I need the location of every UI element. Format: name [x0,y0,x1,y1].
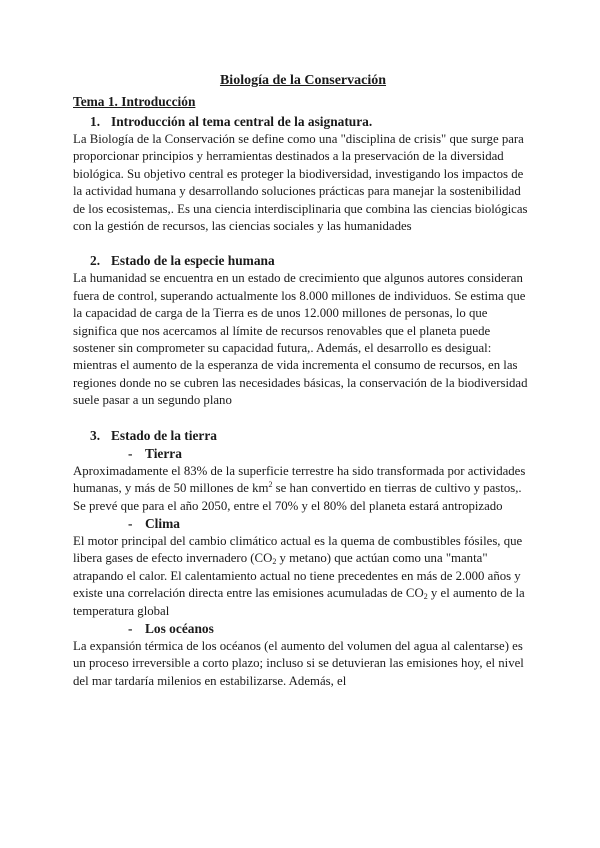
document-page [73,70,533,690]
clima-text-1: El motor principal del cambio climático actual es la quema de combustibles fósiles, que libera gases de efecto invernadero (CO [73,533,523,566]
bullet-dash: - [128,445,133,461]
section-2-heading [73,251,533,270]
section-1-number: 1. [90,114,101,129]
co2-subscript: 2 [423,592,428,602]
subsection-tierra-paragraph [73,463,533,515]
subsection-tierra-heading [73,445,533,463]
subsection-oceanos-heading [73,620,533,638]
section-1-heading [73,112,533,131]
section-1-title: Introducción al tema central de la asignatura. [111,114,373,129]
section-2-title: Estado de la especie humana [111,253,275,269]
document-title: Biología de la Conservación [219,73,387,88]
subsection-oceanos-paragraph: La expansión térmica de los océanos (el aumento del volumen del agua al calentarse) es un proceso irreversible a corto plazo; incluso si se detuvieran las emisiones hoy, el nivel del mar tardaría milenios en estabilizarse. Además, el [73,638,524,688]
section-3-heading [73,426,533,445]
tierra-text-2: se han convertido en tierras de cultivo y pastos,. Se prevé que para el año 2050, entre el 70% y el 80% del planeta estará antropizado [73,481,522,513]
bullet-dash: - [128,515,133,531]
section-2-paragraph: La humanidad se encuentra en un estado de crecimiento que algunos autores consideran fuera de control, superando actualmente los 8.000 millones de individuos. Se estima que la capacidad de carga de la Tierra es de unos 12.000 millones de personas, lo que significa que nos acercamos al límite de recursos renovables que el planeta puede sostener sin comprometer su capacidad futura,. Además, el desarrollo es desigual: mientras el aumento de la esperanza de vida incrementa el consumo de recursos, en las regiones donde no se cubren las necesidades básicas, la conservación de la biodiversidad suele pasar a un segundo plano [73,271,528,408]
tema-heading: Tema 1. Introducción [73,94,196,109]
section-3-title: Estado de la tierra [111,427,217,443]
co2-subscript: 2 [272,557,277,567]
subsection-clima-heading [73,515,533,533]
subsection-oceanos-title: Los océanos [145,620,214,636]
subsection-clima-paragraph [73,533,533,620]
subsection-clima-title: Clima [145,515,180,531]
section-2-number: 2. [90,253,101,269]
clima-text-2: y metano) que actúan como una "manta" atrapando el calor. El calentamiento actual no tiene precedentes en más de 2.000 años y existe una correlación directa entre las emisiones acumuladas de CO [73,551,521,601]
spacer [73,410,533,426]
section-3-number: 3. [90,427,101,443]
tierra-text-1: Aproximadamente el 83% de la superficie terrestre ha sido transformada por actividades humanas, y más de 50 millones de km [73,463,526,496]
clima-text-3: y el aumento de la temperatura global [73,586,525,618]
subsection-tierra-title: Tierra [145,445,182,461]
km-superscript: 2 [268,480,273,490]
bullet-dash: - [128,620,133,636]
section-1-paragraph: La Biología de la Conservación se define como una "disciplina de crisis" que surge para proporcionar principios y herramientas destinados a la preservación de la diversidad biológica. Su objetivo central es proteger la biodiversidad, investigando los impactos de la actividad humana y desarrollando soluciones prácticas para manejar la sostenibilidad de los ecosistemas,. Es una ciencia interdisciplinaria que combina las ciencias biológicas con la gestión de recursos, las ciencias sociales y las humanidades [73,132,528,234]
spacer [73,235,533,251]
